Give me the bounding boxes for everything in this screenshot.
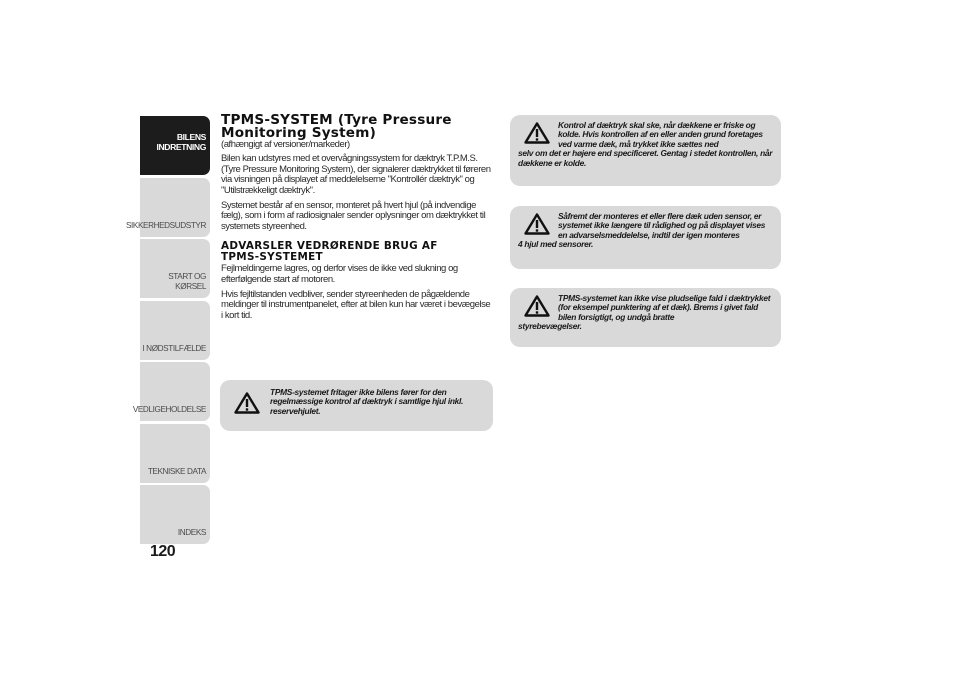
warning-text-continued: 4 hjul med sensorer. xyxy=(518,239,593,250)
tab-label: TEKNISKE DATA xyxy=(147,466,206,476)
tab-start-og-korsel[interactable] xyxy=(140,239,210,298)
warning-box xyxy=(510,288,781,347)
tab-tekniske-data[interactable] xyxy=(140,424,210,483)
tab-vedligeholdelse[interactable] xyxy=(132,362,210,421)
page-number: 120 xyxy=(150,543,176,560)
tab-label: I NØDSTILFÆLDE xyxy=(142,343,206,353)
tab-bilens-indretning[interactable] xyxy=(140,116,210,175)
tab-sikkerhedsudstyr[interactable] xyxy=(125,178,210,237)
tab-indeks[interactable] xyxy=(140,485,210,544)
tab-label: VEDLIGEHOLDELSE xyxy=(132,405,206,414)
tab-i-nodstilfaelde[interactable] xyxy=(140,301,210,360)
warning-text: Såfremt der monteres et eller flere dæk uden sensor, er systemet ikke længere til rådighed og på displayet vises en advarselsmeddelelse, indtil der igen monteres xyxy=(558,211,766,240)
warning-triangle-icon xyxy=(524,213,550,235)
main-column xyxy=(221,114,493,326)
warning-triangle-icon xyxy=(524,122,550,144)
tab-label: SIKKERHEDSUDSTYR xyxy=(125,220,206,230)
paragraph-intro: Bilen kan udstyres med et overvågningssystem for dæktryk T.P.M.S. (Tyre Pressure Monitoring System), der signalerer dæktrykket til føreren via visningen på displayet af meddelelserne "Kontrollér dæktryk" og "Utilstrækkeligt dæktryk". xyxy=(221,153,491,196)
chapter-sidebar xyxy=(125,116,210,547)
warning-text: Kontrol af dæktryk skal ske, når dækkene er friske og kolde. Hvis kontrollen af en eller anden grund foretages ved varme dæk, må trykket ikke sættes ned xyxy=(558,120,763,149)
warning-text-continued: selv om det er højere end specificeret. Gentag i stedet kontrollen, når dækkene er kolde. xyxy=(518,148,773,168)
warning-text-continued: styrebevægelser. xyxy=(518,321,582,332)
warning-text: TPMS-systemet kan ikke vise pludselige fald i dæktrykket (for eksempel punktering af et dæk). Brems i givet fald bilen forsigtigt, og undgå bratte xyxy=(558,293,771,322)
tab-label: INDEKS xyxy=(177,528,206,537)
warning-triangle-icon xyxy=(524,295,550,317)
tab-label: BILENS INDRETNING xyxy=(156,132,206,152)
warning-box xyxy=(510,115,781,186)
paragraph-fault: Hvis fejltilstanden vedbliver, sender styreenheden de pågældende meldinger til instrumentpanelet, efter at bilen kun har været i bevægelse i kort tid. xyxy=(221,289,491,321)
warning-text: TPMS-systemet fritager ikke bilens fører for den regelmæssige kontrol af dæktryk i samtlige hjul inkl. reservehjulet. xyxy=(270,387,464,416)
paragraph-system: Systemet består af en sensor, monteret på hvert hjul (på indvendige fælg), som i form af radiosignaler sender oplysninger om dæktrykket til systemets styreenhed. xyxy=(221,200,486,232)
warning-box xyxy=(510,206,781,269)
warning-triangle-icon xyxy=(234,392,260,414)
warning-box xyxy=(220,380,493,431)
subsection-title: ADVARSLER VEDRØRENDE BRUG AF TPMS-SYSTEMET xyxy=(221,240,438,263)
section-title: TPMS-SYSTEM (Tyre Pressure Monitoring System) xyxy=(221,112,452,141)
tab-label: START OG KØRSEL xyxy=(168,272,206,291)
paragraph-storage: Fejlmeldingerne lagres, og derfor vises de ikke ved slukning og efterfølgende start af motoren. xyxy=(221,263,458,285)
availability-note: (afhængigt af versioner/markeder) xyxy=(221,139,350,150)
